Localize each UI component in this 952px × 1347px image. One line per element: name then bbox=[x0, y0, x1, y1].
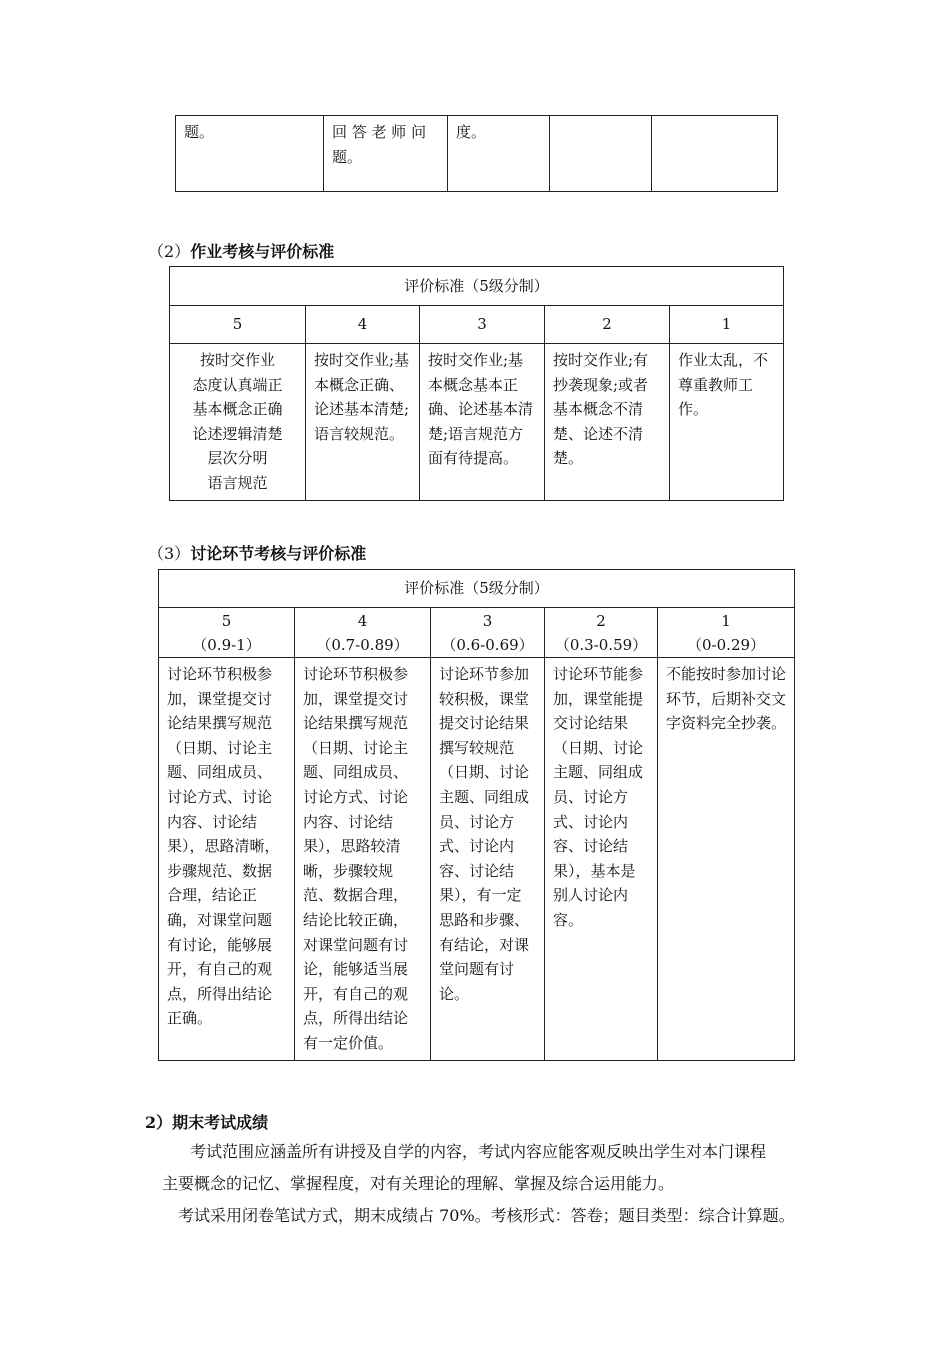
criteria-line: 层次分明 bbox=[207, 449, 268, 468]
discussion-section-heading bbox=[148, 541, 366, 564]
criteria-cell: 讨论环节能参加，课堂能提交讨论结果（日期、讨论主题、同组成员、讨论方式、讨论内容、讨论结果），基本是别人讨论内容。 bbox=[545, 658, 658, 1061]
grade-cell bbox=[295, 608, 431, 658]
grade-cell: 1 bbox=[670, 306, 784, 344]
grade-value: 1 bbox=[721, 611, 731, 630]
criteria-cell: 按时交作业;基本概念基本正确、论述基本清楚;语言规范方面有待提高。 bbox=[420, 344, 545, 501]
grade-range: （0.6-0.69） bbox=[441, 635, 534, 654]
table-header: 评价标准（5级分制） bbox=[170, 267, 784, 306]
criteria-cell: 讨论环节积极参加，课堂提交讨论结果撰写规范（日期、讨论主题、同组成员、讨论方式、讨论内容、讨论结果），思路清晰，步骤规范、数据合理，结论正确，对课堂问题有讨论，能够展开，有自己的观点，所得出结论正确。 bbox=[159, 658, 295, 1061]
criteria-line: 态度认真端正 bbox=[192, 375, 283, 394]
homework-criteria-table bbox=[169, 266, 784, 501]
final-exam-heading: 2）期末考试成绩 bbox=[145, 1113, 269, 1132]
grade-range: （0-0.29） bbox=[687, 635, 766, 654]
criteria-cell: 按时交作业;有抄袭现象;或者基本概念不清楚、论述不清楚。 bbox=[545, 344, 670, 501]
criteria-cell bbox=[170, 344, 306, 501]
criteria-line: 语言规范 bbox=[207, 473, 268, 492]
table-cell: 度。 bbox=[448, 116, 550, 192]
criteria-cell: 讨论环节积极参加，课堂提交讨论结果撰写规范（日期、讨论主题、同组成员、讨论方式、讨论内容、讨论结果），思路较清晰，步骤较规范、数据合理，结论比较正确，对课堂问题有讨论，能够适当展开，有自己的观点，所得出结论有一定价值。 bbox=[295, 658, 431, 1061]
grade-range: （0.9-1） bbox=[192, 635, 261, 654]
grade-value: 5 bbox=[221, 611, 232, 630]
grade-cell bbox=[159, 608, 295, 658]
homework-section-heading bbox=[148, 239, 334, 262]
criteria-cell: 不能按时参加讨论环节，后期补交文字资料完全抄袭。 bbox=[658, 658, 795, 1061]
grade-value: 4 bbox=[357, 611, 368, 630]
grade-cell bbox=[545, 608, 658, 658]
final-exam-paragraph: 考试范围应涵盖所有讲授及自学的内容，考试内容应能客观反映出学生对本门课程 bbox=[190, 1142, 767, 1161]
final-exam-paragraph-continued: 主要概念的记忆、掌握程度，对有关理论的理解、掌握及综合运用能力。 bbox=[162, 1174, 675, 1193]
grade-value: 3 bbox=[482, 611, 493, 630]
criteria-line: 按时交作业 bbox=[199, 351, 275, 369]
discussion-criteria-table bbox=[158, 569, 795, 1061]
grade-cell: 3 bbox=[420, 306, 545, 344]
criteria-line: 论述逻辑清楚 bbox=[192, 424, 283, 443]
section-number: （3） bbox=[148, 544, 191, 563]
criteria-cell: 作业太乱，不尊重教师工作。 bbox=[670, 344, 784, 501]
table-cell bbox=[550, 116, 652, 192]
table-header: 评价标准（5级分制） bbox=[159, 570, 795, 608]
grade-range: （0.3-0.59） bbox=[554, 635, 648, 654]
criteria-cell: 按时交作业;基本概念正确、论述基本清楚;语言较规范。 bbox=[306, 344, 420, 501]
grade-cell: 5 bbox=[170, 306, 306, 344]
criteria-line: 基本概念正确 bbox=[192, 400, 283, 419]
grade-range: （0.7-0.89） bbox=[316, 635, 409, 654]
grade-value: 2 bbox=[596, 611, 606, 630]
section-number: （2） bbox=[148, 242, 191, 261]
table-cell: 题。 bbox=[176, 116, 324, 192]
section-title: 作业考核与评价标准 bbox=[190, 242, 335, 261]
continuation-table bbox=[175, 115, 778, 192]
grade-cell: 4 bbox=[306, 306, 420, 344]
table-cell: 回 答 老 师 问 题。 bbox=[324, 116, 448, 192]
table-cell bbox=[652, 116, 778, 192]
grade-cell bbox=[431, 608, 545, 658]
final-exam-format-paragraph: 考试采用闭卷笔试方式，期末成绩占 70%。考核形式：答卷；题目类型：综合计算题。 bbox=[178, 1206, 795, 1225]
grade-cell bbox=[658, 608, 795, 658]
criteria-cell: 讨论环节参加较积极，课堂提交讨论结果撰写较规范（日期、讨论主题、同组成员、讨论方式、讨论内容、讨论结果），有一定思路和步骤、有结论，对课堂问题有讨论。 bbox=[431, 658, 545, 1061]
grade-cell: 2 bbox=[545, 306, 670, 344]
section-title: 讨论环节考核与评价标准 bbox=[190, 544, 367, 563]
